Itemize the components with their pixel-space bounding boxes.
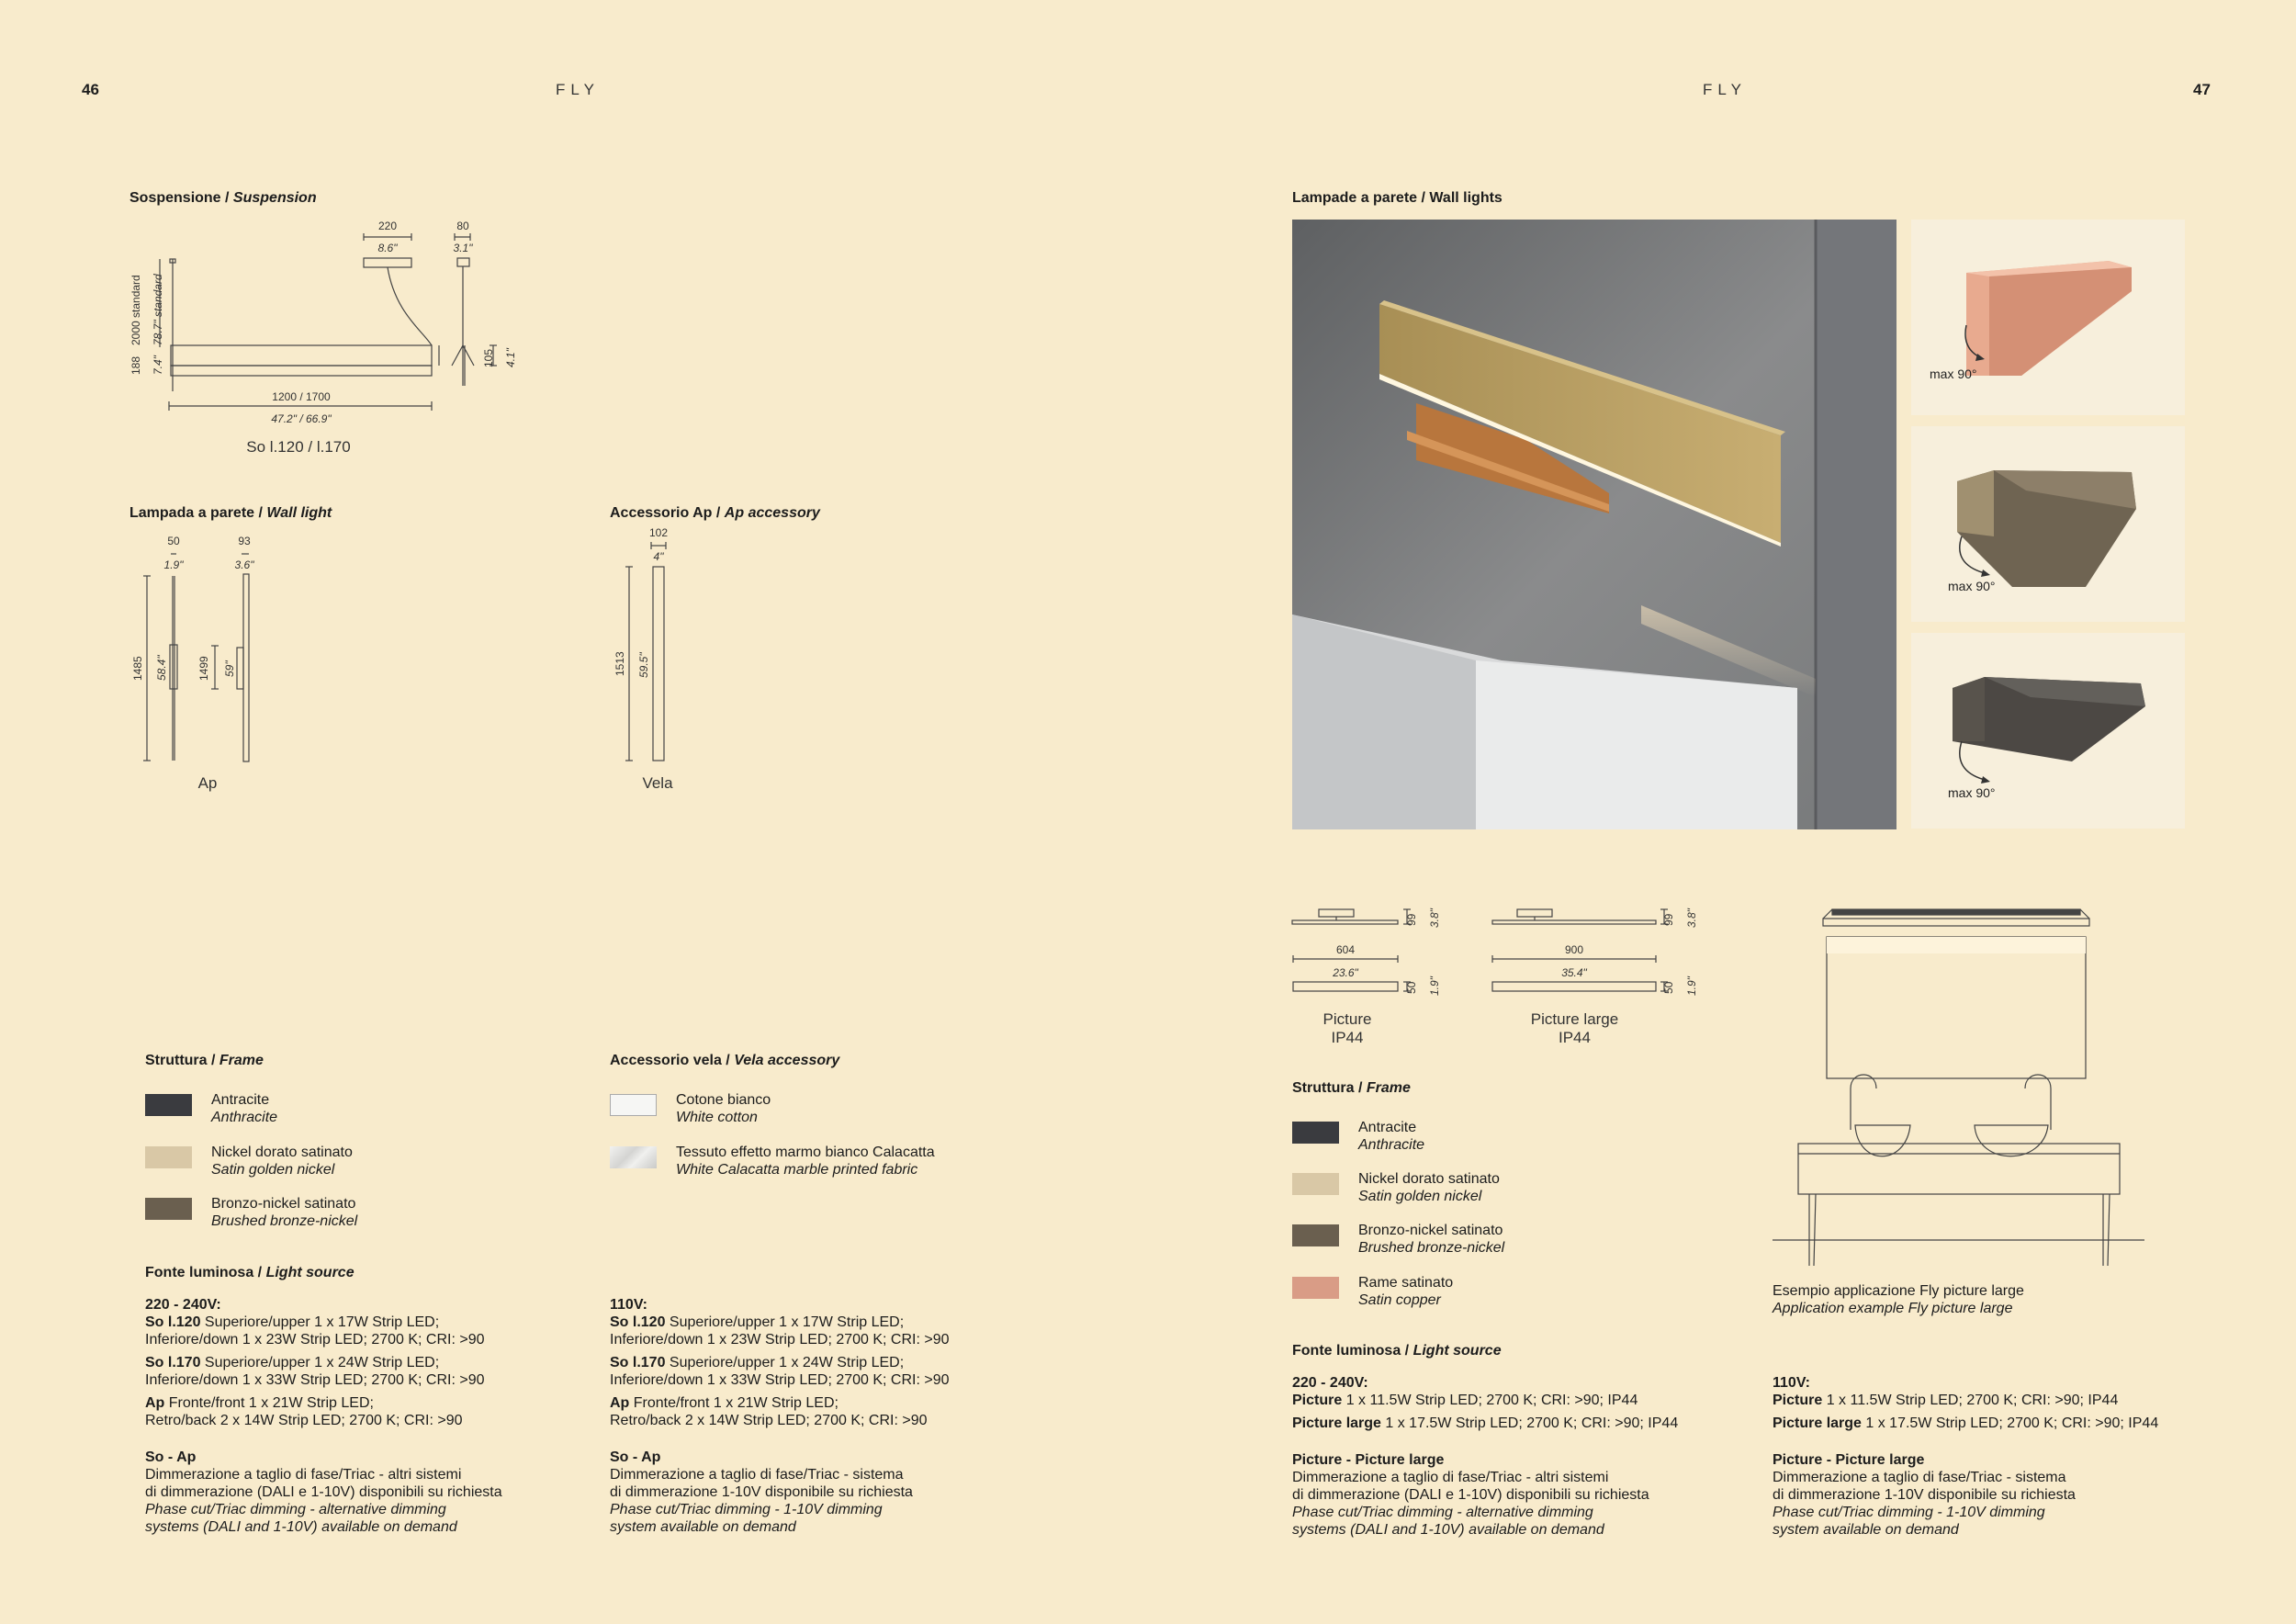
dim-w1-in: 1.9" (163, 558, 184, 571)
max-angle-label-3: max 90° (1948, 785, 1996, 800)
max-angle-label-1: max 90° (1930, 367, 1977, 381)
dim-acc-h: 1513 (613, 651, 626, 676)
accessory-title: Accessorio Ap / Ap accessory (610, 505, 820, 521)
dim-h2-in: 59" (223, 660, 236, 677)
dim-h2: 1499 (197, 656, 210, 681)
swatch-bronze-nickel (145, 1198, 192, 1220)
swatch-copper (1292, 1277, 1339, 1299)
dim-acc-h-in: 59.5" (637, 652, 650, 678)
dim-side: 80 (456, 220, 469, 232)
max-angle-label-2: max 90° (1948, 579, 1996, 593)
frame-swatch-left-2: Bronzo-nickel satinato Brushed bronze-nickel (145, 1195, 357, 1230)
wall-light-copper-photo (1911, 220, 2185, 415)
pic-w2-in: 35.4" (1561, 966, 1587, 979)
light-source-right-col1: 220 - 240V: Picture 1 x 11.5W Strip LED; 2700 K; CRI: >90; IP44 Picture large 1 x 17.5W Strip LED; 2700 K; CRI: >90; IP44 Picture - Picture large Dimmerazione a taglio di fase/Triac - altri sistemi di dimmerazione (DALI e 1-10V) disponibili su richiesta Phase cut/Triac dimming - alternative dimming systems (DALI and 1-10V) available on demand (1292, 1375, 1679, 1538)
dim-h-body-in: 7.4" (152, 355, 164, 375)
pic-d-in: 1.9" (1428, 976, 1441, 996)
suspension-title: Sospensione / Suspension (129, 190, 317, 206)
wall-lights-title: Lampade a parete / Wall lights (1292, 190, 1503, 206)
pic-w1-in: 23.6" (1333, 966, 1358, 979)
accessory-caption: Vela (642, 774, 673, 792)
pic-large-d: 50 (1662, 981, 1675, 994)
picture-caption: Picture IP44 (1322, 1010, 1372, 1046)
dim-w2-in: 3.6" (234, 558, 254, 571)
picture-large-caption: Picture large IP44 (1530, 1010, 1619, 1046)
dim-h-std-in: 78.7" standard (152, 274, 164, 345)
frame-swatch-right-1: Nickel dorato satinato Satin golden nickel (1292, 1170, 1500, 1205)
pic-h: 99 (1405, 913, 1418, 926)
frame-swatch-right-3: Rame satinato Satin copper (1292, 1274, 1453, 1309)
swatch-marble (610, 1146, 657, 1168)
wall-light-caption: Ap (197, 774, 218, 792)
light-source-left-col2: 110V: So l.120 Superiore/upper 1 x 17W Strip LED; Inferiore/down 1 x 23W Strip LED; 2700 K; CRI: >90 So l.170 Superiore/upper 1 x 24W Strip LED; Inferiore/down 1 x 33W Strip LED; 2700 K; CRI: >90 Ap Fronte/front 1 x 21W Strip LED; Retro/back 2 x 14W Strip LED; 2700 K; CRI: >90 So - Ap Dimmerazione a taglio di fase/Triac - sistema di dimmerazione 1-10V disponibile su richiesta Phase cut/Triac dimming - 1-10V dimming system available on demand (610, 1297, 950, 1535)
vela-swatch-1: Tessuto effetto marmo bianco Calacatta White Calacatta marble printed fabric (610, 1144, 935, 1179)
pic-large-d-in: 1.9" (1685, 976, 1698, 996)
pic-h-in: 3.8" (1428, 908, 1441, 928)
dim-h-body: 188 (129, 355, 142, 375)
swatch-golden-nickel-r (1292, 1173, 1339, 1195)
running-head-left: FLY (556, 81, 600, 98)
swatch-golden-nickel (145, 1146, 192, 1168)
wall-light-bronze-photo (1911, 426, 2185, 622)
light-source-title-right: Fonte luminosa / Light source (1292, 1343, 1502, 1359)
light-source-right-col2: 110V: Picture 1 x 11.5W Strip LED; 2700 K; CRI: >90; IP44 Picture large 1 x 17.5W Strip LED; 2700 K; CRI: >90; IP44 Picture - Picture large Dimmerazione a taglio di fase/Triac - sistema di dimmerazione 1-10V disponibile su richiesta Phase cut/Triac dimming - 1-10V dimming system available on demand (1773, 1375, 2159, 1538)
suspension-drawing (119, 211, 542, 459)
vela-swatch-0: Cotone bianco White cotton (610, 1091, 771, 1126)
accessory-drawing (602, 524, 712, 767)
application-example-drawing (1768, 900, 2154, 1272)
suspension-caption: So l.120 / l.170 (246, 438, 351, 456)
dim-h-std: 2000 standard (129, 275, 142, 345)
swatch-bronze-nickel-r (1292, 1224, 1339, 1246)
dim-depth: 105 (482, 348, 495, 367)
frame-swatch-right-2: Bronzo-nickel satinato Brushed bronze-nickel (1292, 1222, 1504, 1257)
dim-depth-in: 4.1" (504, 348, 517, 367)
frame-swatch-right-0: Antracite Anthracite (1292, 1119, 1424, 1154)
wall-light-anthracite-photo (1911, 633, 2185, 829)
pic-large-h-in: 3.8" (1685, 908, 1698, 928)
frame-title-right: Struttura / Frame (1292, 1080, 1411, 1096)
swatch-anthracite (145, 1094, 192, 1116)
pic-w1: 604 (1335, 943, 1356, 956)
pic-w2: 900 (1564, 943, 1584, 956)
dim-h1-in: 58.4" (155, 655, 168, 681)
dim-side-in: 3.1" (453, 242, 473, 254)
pic-large-h: 99 (1662, 913, 1675, 926)
wall-light-title: Lampada a parete / Wall light (129, 505, 332, 521)
application-example-caption: Esempio applicazione Fly picture large Application example Fly picture large (1773, 1283, 2024, 1316)
wall-light-photo (1292, 220, 1896, 829)
dim-len-in: 47.2" / 66.9" (271, 412, 332, 425)
swatch-anthracite-r (1292, 1122, 1339, 1144)
frame-swatch-left-0: Antracite Anthracite (145, 1091, 277, 1126)
swatch-white-cotton (610, 1094, 657, 1116)
dim-h1: 1485 (131, 656, 144, 681)
dim-w2: 93 (238, 535, 251, 547)
frame-swatch-left-1: Nickel dorato satinato Satin golden nickel (145, 1144, 353, 1179)
vela-title: Accessorio vela / Vela accessory (610, 1053, 840, 1068)
dim-acc-w-in: 4" (653, 550, 664, 563)
dim-len: 1200 / 1700 (272, 390, 331, 403)
dim-w1: 50 (167, 535, 180, 547)
frame-title-left: Struttura / Frame (145, 1053, 264, 1068)
light-source-left-col1: 220 - 240V: So l.120 Superiore/upper 1 x 17W Strip LED; Inferiore/down 1 x 23W Strip LED; 2700 K; CRI: >90 So l.170 Superiore/upper 1 x 24W Strip LED; Inferiore/down 1 x 33W Strip LED; 2700 K; CRI: >90 Ap Fronte/front 1 x 21W Strip LED; Retro/back 2 x 14W Strip LED; 2700 K; CRI: >90 So - Ap Dimmerazione a taglio di fase/Triac - altri sistemi di dimmerazione (DALI e 1-10V) disponibili su richiesta Phase cut/Triac dimming - alternative dimming systems (DALI and 1-10V) available on demand (145, 1297, 502, 1535)
light-source-title-left: Fonte luminosa / Light source (145, 1265, 355, 1280)
page-number-left: 46 (82, 81, 99, 98)
page-number-right: 47 (2193, 81, 2211, 98)
dim-w-top: 220 (377, 220, 398, 232)
pic-d: 50 (1405, 981, 1418, 994)
dim-w-top-in: 8.6" (377, 242, 398, 254)
wall-light-drawing (119, 528, 285, 767)
dim-acc-w: 102 (648, 526, 669, 539)
running-head-right: FLY (1703, 81, 1747, 98)
